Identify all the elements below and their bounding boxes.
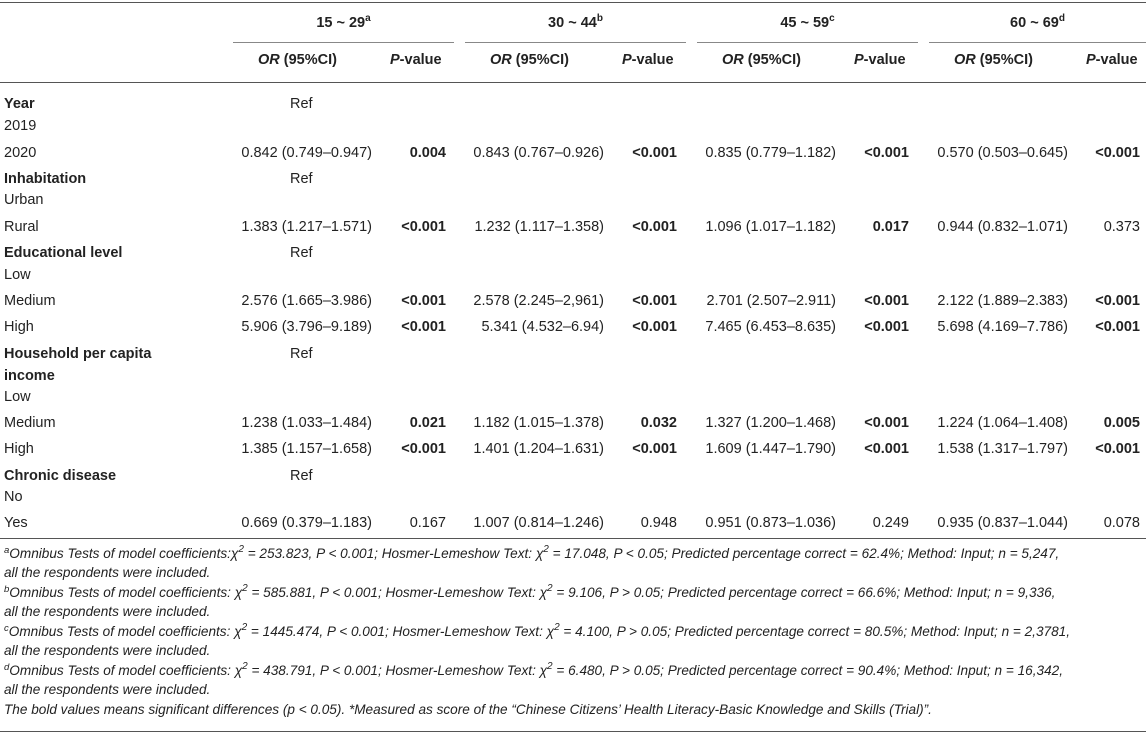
footnote-text: = 1445.474, P < 0.001; Hosmer-Lemeshow Text: χ (247, 624, 555, 639)
footnote-text: Omnibus Tests of model coefficients: χ (8, 624, 242, 639)
p-value: 0.004 (409, 145, 446, 161)
or-ci-label: (95%CI) (511, 52, 569, 68)
superscript-two: 2 (242, 583, 248, 594)
footnote-text-continued: all the respondents were included. (4, 564, 211, 580)
or-value: 1.609 (1.447–1.790) (705, 441, 836, 457)
row-label: No (4, 489, 23, 505)
p-value-column-header (390, 51, 442, 69)
footnote-text-continued: all the respondents were included. (4, 603, 211, 619)
reference-marker: Ref (290, 346, 313, 362)
or-value: 0.843 (0.767–0.926) (473, 145, 604, 161)
p-value: <0.001 (864, 145, 909, 161)
age-group-footnote-mark: b (596, 13, 603, 24)
or-abbrev: OR (258, 52, 280, 68)
superscript-two: 2 (554, 622, 560, 633)
model-footnote (4, 623, 1144, 660)
p-value: <0.001 (401, 293, 446, 309)
p-value: <0.001 (632, 219, 677, 235)
footnote-text: Omnibus Tests of model coefficients: χ (9, 663, 243, 678)
or-abbrev: OR (490, 52, 512, 68)
row-label: Educational level (4, 245, 123, 261)
or-value: 1.007 (0.814–1.246) (473, 515, 604, 531)
p-value: <0.001 (632, 293, 677, 309)
row-label: 2019 (4, 118, 37, 134)
model-footnote (4, 545, 1144, 582)
or-value: 1.385 (1.157–1.658) (241, 441, 372, 457)
or-value: 0.570 (0.503–0.645) (937, 145, 1068, 161)
or-column-header (258, 51, 337, 69)
or-value: 5.698 (4.169–7.786) (937, 319, 1068, 335)
or-value: 5.906 (3.796–9.189) (241, 319, 372, 335)
p-abbrev: P (1086, 52, 1096, 68)
group-underline (697, 42, 918, 43)
p-value: <0.001 (864, 319, 909, 335)
p-value: <0.001 (401, 441, 446, 457)
superscript-two: 2 (238, 544, 244, 555)
p-value: <0.001 (1095, 293, 1140, 309)
row-label: 2020 (4, 145, 37, 161)
p-value: 0.032 (640, 415, 677, 431)
superscript-two: 2 (547, 661, 553, 672)
footnote-text-continued: all the respondents were included. (4, 681, 211, 697)
p-value-label: -value (399, 52, 442, 68)
or-value: 1.327 (1.200–1.468) (705, 415, 836, 431)
or-value: 1.232 (1.117–1.358) (474, 219, 604, 235)
p-value: <0.001 (1095, 319, 1140, 335)
row-label: Low (4, 389, 31, 405)
p-value: 0.078 (1103, 515, 1140, 531)
or-value: 2.701 (2.507–2.911) (706, 293, 836, 309)
or-value: 0.944 (0.832–1.071) (937, 219, 1068, 235)
or-value: 1.096 (1.017–1.182) (705, 219, 836, 235)
footnote-text: = 4.100, P > 0.05; Predicted percentage correct = 80.5%; Method: Input; n = 2,3781, (559, 624, 1070, 639)
row-label: Household per capita (4, 346, 152, 362)
row-label: Chronic disease (4, 468, 117, 484)
model-footnote (4, 662, 1144, 699)
group-underline (233, 42, 454, 43)
p-value: <0.001 (1095, 145, 1140, 161)
footnote-mark: d (4, 662, 10, 673)
p-value: <0.001 (632, 441, 677, 457)
age-group-label: 30 ~ 44 (548, 15, 597, 31)
p-value: <0.001 (401, 219, 446, 235)
or-value: 5.341 (4.532–6.94) (481, 319, 604, 335)
group-underline (465, 42, 686, 43)
p-value-label: -value (863, 52, 906, 68)
footnote-text: = 253.823, P < 0.001; Hosmer-Lemeshow Text: χ (243, 546, 544, 561)
age-group-footnote-mark: a (365, 13, 371, 24)
p-value-column-header (1086, 51, 1138, 69)
reference-marker: Ref (290, 468, 313, 484)
p-value: 0.017 (872, 219, 909, 235)
or-ci-label: (95%CI) (975, 52, 1033, 68)
or-abbrev: OR (954, 52, 976, 68)
p-value: 0.167 (409, 515, 446, 531)
footnote-text: = 585.881, P < 0.001; Hosmer-Lemeshow Text: χ (247, 585, 548, 600)
age-group-header (465, 14, 686, 32)
p-value: <0.001 (632, 145, 677, 161)
age-group-label: 15 ~ 29 (316, 15, 366, 31)
p-value: <0.001 (864, 415, 909, 431)
p-value-label: -value (631, 52, 674, 68)
footnote-text: = 6.480, P > 0.05; Predicted percentage correct = 90.4%; Method: Input; n = 16,342, (552, 663, 1063, 678)
age-group-label: 60 ~ 69 (1010, 15, 1059, 31)
p-value: 0.249 (872, 515, 909, 531)
footnote-text-continued: all the respondents were included. (4, 642, 211, 658)
significance-note: The bold values means significant differences (p < 0.05). *Measured as score of the “Chinese Citizens’ Health Literacy-Basic Knowledge and Skills (Trial)”. (4, 702, 932, 717)
superscript-two: 2 (543, 544, 549, 555)
header-rule (0, 82, 1146, 83)
row-label: Rural (4, 219, 39, 235)
row-label: Year (4, 96, 35, 112)
top-rule (0, 2, 1146, 3)
footnote-text: = 9.106, P > 0.05; Predicted percentage correct = 66.6%; Method: Input; n = 9,336, (552, 585, 1056, 600)
end-rule (0, 731, 1146, 732)
row-label: Low (4, 267, 31, 283)
or-value: 1.383 (1.217–1.571) (241, 219, 372, 235)
or-column-header (954, 51, 1033, 69)
reference-marker: Ref (290, 245, 313, 261)
superscript-two: 2 (241, 622, 248, 633)
superscript-two: 2 (242, 661, 248, 672)
p-value-column-header (622, 51, 674, 69)
p-value: <0.001 (632, 319, 677, 335)
age-group-header (929, 14, 1146, 32)
or-value: 0.842 (0.749–0.947) (241, 145, 372, 161)
or-value: 1.401 (1.204–1.631) (473, 441, 604, 457)
or-value: 0.669 (0.379–1.183) (241, 515, 372, 531)
or-column-header (722, 51, 801, 69)
footnote-mark: b (4, 584, 10, 595)
or-value: 0.935 (0.837–1.044) (937, 515, 1068, 531)
row-label: Inhabitation (4, 171, 87, 187)
p-value: <0.001 (401, 319, 446, 335)
footnote-mark: a (4, 545, 10, 556)
p-value-label: -value (1095, 52, 1138, 68)
bottom-rule (0, 538, 1146, 539)
or-value: 1.238 (1.033–1.484) (241, 415, 372, 431)
row-label: Urban (4, 192, 44, 208)
reference-marker: Ref (290, 96, 313, 112)
or-value: 2.576 (1.665–3.986) (241, 293, 372, 309)
or-value: 1.224 (1.064–1.408) (937, 415, 1068, 431)
footnote-mark: c (4, 623, 9, 634)
reference-marker: Ref (290, 171, 313, 187)
p-value: 0.005 (1103, 415, 1140, 431)
footnote-text: = 438.791, P < 0.001; Hosmer-Lemeshow Text: χ (247, 663, 548, 678)
or-value: 2.578 (2.245–2,961) (473, 293, 604, 309)
row-label: High (4, 319, 34, 335)
p-abbrev: P (390, 52, 400, 68)
p-value: <0.001 (1095, 441, 1140, 457)
age-group-label: 45 ~ 59 (780, 15, 830, 31)
or-value: 7.465 (6.453–8.635) (705, 319, 836, 335)
p-value: 0.948 (640, 515, 677, 531)
p-abbrev: P (854, 52, 864, 68)
footnote-text: = 17.048, P < 0.05; Predicted percentage correct = 62.4%; Method: Input; n = 5,247, (548, 546, 1060, 561)
row-label: Medium (4, 293, 56, 309)
or-ci-label: (95%CI) (279, 52, 337, 68)
row-label: income (4, 368, 55, 384)
superscript-two: 2 (547, 583, 553, 594)
age-group-footnote-mark: d (1058, 13, 1065, 24)
footnote-text: Omnibus Tests of model coefficients: χ (9, 585, 243, 600)
or-value: 0.835 (0.779–1.182) (705, 145, 836, 161)
row-label: High (4, 441, 34, 457)
p-value-column-header (854, 51, 906, 69)
p-value: 0.373 (1103, 219, 1140, 235)
or-ci-label: (95%CI) (743, 52, 801, 68)
or-value: 1.538 (1.317–1.797) (937, 441, 1068, 457)
p-value: 0.021 (409, 415, 446, 431)
row-label: Medium (4, 415, 56, 431)
or-value: 1.182 (1.015–1.378) (473, 415, 604, 431)
footnote-text: Omnibus Tests of model coefficients:χ (9, 546, 239, 561)
p-abbrev: P (622, 52, 632, 68)
age-group-header (697, 14, 918, 32)
age-group-header (233, 14, 454, 32)
or-abbrev: OR (722, 52, 744, 68)
or-value: 0.951 (0.873–1.036) (705, 515, 836, 531)
group-underline (929, 42, 1146, 43)
model-footnote (4, 584, 1144, 621)
or-value: 2.122 (1.889–2.383) (937, 293, 1068, 309)
or-column-header (490, 51, 569, 69)
p-value: <0.001 (864, 293, 909, 309)
age-group-footnote-mark: c (829, 13, 835, 24)
p-value: <0.001 (864, 441, 909, 457)
row-label: Yes (4, 515, 28, 531)
